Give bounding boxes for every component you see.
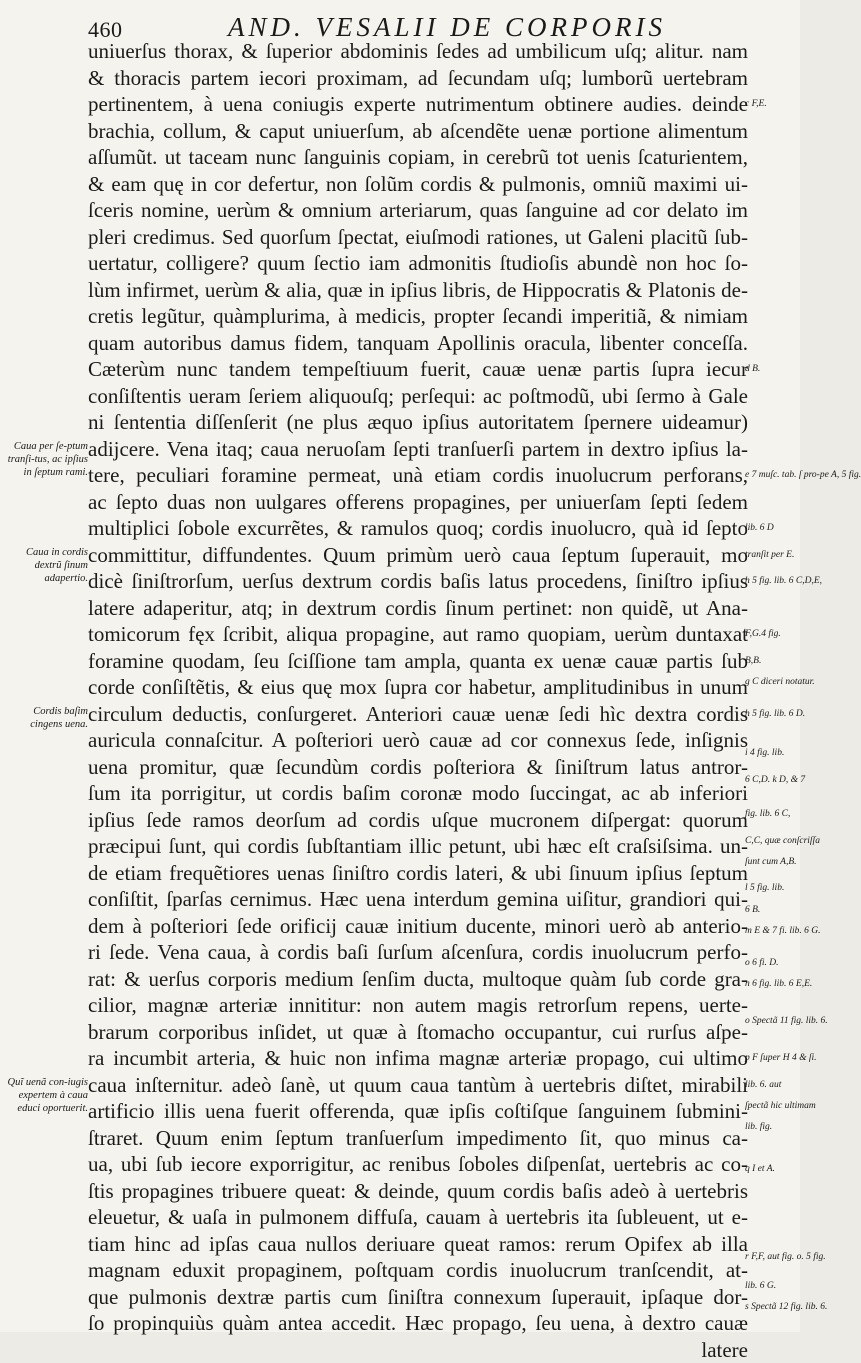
- right-margin-note: ſunt cum A,B.: [745, 857, 800, 868]
- text-line: ſceris nomine, uerùm & omnium arteriarum, quas ſanguine ad cor delato im: [88, 197, 748, 224]
- text-line: ri ſede. Vena caua, à cordis baſi ſurſum aſcenſura, cordis inuolucrum perfo-: [88, 939, 748, 966]
- right-margin-note: r F,F, aut fig. o. 5 fig.: [745, 1252, 800, 1263]
- text-line: dicè ſiniſtrorſum, uerſus dextrum cordis baſis latus procedens, ſiniſtro ipſius: [88, 568, 748, 595]
- text-line: ac ſepto duas non uulgares offerens propagines, per uniuerſam ſepti ſedem: [88, 489, 748, 516]
- text-line: cretis legũtur, quàmplurima, à medicis, propter ſecandi imperitiã, & nimiam: [88, 303, 748, 330]
- right-margin-note: e 7 muſc. tab. ſ pro-pe A, 5 fig.: [745, 470, 800, 481]
- text-line: que pulmonis dextræ partis cum ſiniſtra connexum ſuperauit, ipſaque dor-: [88, 1284, 748, 1311]
- main-text-block: [88, 38, 748, 1363]
- right-margin-note: c F,E.: [745, 99, 800, 110]
- text-line: ni ſententia diſſenſerit (ne plus æquo ipſius autoritatem ſpernere uideamur): [88, 409, 748, 436]
- right-margin-note: ſpectã hic ultimam: [745, 1101, 800, 1112]
- text-line: committitur, diffundentes. Quum primùm uerò caua ſeptum ſuperauit, mo: [88, 542, 748, 569]
- text-line: præcipui ſunt, qui cordis ſubſtantiam illic petunt, ubi hæc eſt craſsiſsima. un-: [88, 833, 748, 860]
- right-margin-note: h 5 fig. lib. 6 D.: [745, 709, 800, 720]
- text-line: conſiſtentis ueram ſeriem aliquouſq; perſequi: ac poſtmodũ, ubi ſermo à Gale: [88, 383, 748, 410]
- text-line: foramine quodam, ſeu ſciſſione tam ampla, quanta ex uenæ cauæ partis ſub: [88, 648, 748, 675]
- text-line: quam autoribus damus fidem, tanquam Apollinis oracula, libenter conceſſa.: [88, 330, 748, 357]
- left-margin-note: Cordis baſim cingens uena.: [4, 705, 88, 731]
- text-line: ſum ita porrigitur, ut cordis baſim coronæ modo ſuccingat, ac ab inferiori: [88, 780, 748, 807]
- right-margin-note: C,C, quæ conſcriſſa: [745, 836, 800, 847]
- right-margin-note: o 6 fi. D.: [745, 958, 800, 969]
- text-line: eleuetur, & uaſa in pulmonem diffuſa, cauam à uertebris ita ſubleuent, ut e-: [88, 1204, 748, 1231]
- text-line: magnam eduxit propaginem, poſtquam cordis inuolucrum tranſcendit, at-: [88, 1257, 748, 1284]
- text-line: circulum deductis, conſurgeret. Anteriori cauæ uenæ ſedi hìc dextra cordis: [88, 701, 748, 728]
- right-margin-note: 6 B.: [745, 905, 800, 916]
- right-margin-note: g C diceri notatur.: [745, 677, 800, 688]
- text-line: conſiſtit, ſparſas cernimus. Hæc uena interdum gemina uiſitur, grandiori qui-: [88, 886, 748, 913]
- right-margin-note: 6 C,D. k D, & 7: [745, 775, 800, 786]
- text-line: de etiam frequẽtiores uenas ſiniſtro cordis lateri, & ubi ſinuum ipſius ſeptum: [88, 860, 748, 887]
- text-line: brachia, collum, & caput uniuerſum, ab aſcendẽte uenæ portione alimentum: [88, 118, 748, 145]
- text-line: tiam hinc ad ipſas caua nullos deriuare queat ramos: rerum Opifex ab illa: [88, 1231, 748, 1258]
- right-margin-note: lib. fig.: [745, 1122, 800, 1133]
- text-line: Cæterùm nunc tandem tempeſtiuum fuerit, cauæ uenæ partis ſupra iecur: [88, 356, 748, 383]
- right-margin-note: lib. 6. aut: [745, 1080, 800, 1091]
- text-line: uena promitur, quæ ſecundùm cordis poſteriora & ſiniſtrum latus antror-: [88, 754, 748, 781]
- text-line: corde conſiſtẽtis, & eius quę mox ſupra cor habetur, amplitudinibus in unum: [88, 674, 748, 701]
- text-line: ſtraret. Quum enim ſeptum tranſuerſum impedimento ſit, quo minus ca-: [88, 1125, 748, 1152]
- text-line: brarum corporibus inſidet, ut quæ à ſtomacho occupantur, cui rurſus aſpe-: [88, 1019, 748, 1046]
- text-line: latere: [88, 1337, 748, 1363]
- right-margin-note: lib. 6 G.: [745, 1281, 800, 1292]
- running-title: AND. VESALII DE CORPORIS: [228, 12, 666, 43]
- right-margin-note: s Spectã 12 fig. lib. 6.: [745, 1302, 800, 1313]
- text-line: cilior, magnæ arteriæ innititur: non autem magis retrorſum repens, uerte-: [88, 992, 748, 1019]
- right-margin-note: F,G.4 fig.: [745, 629, 800, 640]
- text-line: aſſumũt. ut taceam nunc ſanguinis copiam, in cerebrũ tot uenis ſcaturientem,: [88, 144, 748, 171]
- text-line: pleri credimus. Sed quorſum ſpectat, eiuſmodi rationes, ut Galeni placitũ ſub-: [88, 224, 748, 251]
- text-line: ſtis propagines tribuere queat: & deinde, quum cordis baſis adeò à uertebris: [88, 1178, 748, 1205]
- text-line: multiplici ſobole excurrẽtes, & ramulos quoq; cordis inuolucro, quà id ſepto: [88, 515, 748, 542]
- right-margin-note: d B.: [745, 364, 800, 375]
- right-margin-note: fig. lib. 6 C,: [745, 809, 800, 820]
- text-line: latere adaperitur, atq; in dextrum cordis ſinum pertinet: non quidẽ, ut Ana-: [88, 595, 748, 622]
- right-margin-note: h 5 fig. lib. 6 C,D,E,: [745, 576, 800, 587]
- text-line: uertatur, colligere? quum ſectio iam admonitis ſtudioſis abundè non hoc ſo-: [88, 250, 748, 277]
- text-line: rat: & uerſus corporis medium ſenſim ducta, multoque quàm ſub corde gra-: [88, 966, 748, 993]
- left-margin-note: Caua per ſe-ptum tranſi-tus, ac ipſius in ſeptum rami.: [4, 440, 88, 479]
- right-margin-note: o Spectã 11 fig. lib. 6.: [745, 1016, 800, 1027]
- text-line: auricula connaſcitur. A poſteriori uerò cauæ ad cor connexus ſede, inſignis: [88, 727, 748, 754]
- left-margin-note: Quĩ uenã con-iugis expertem à caua educi oportuerit.: [4, 1076, 88, 1115]
- right-margin-note: p F ſuper H 4 & ſi.: [745, 1053, 800, 1064]
- right-margin-note: i 4 fig. lib.: [745, 748, 800, 759]
- text-line: & eam quę in cor defertur, non ſolũm cordis & pulmonis, omniũ maximi ui-: [88, 171, 748, 198]
- right-margin-note: n 6 fig. lib. 6 E,E.: [745, 979, 800, 990]
- text-line: & thoracis partem iecori proximam, ad ſecundam uſq; lumborũ uertebram: [88, 65, 748, 92]
- text-line: tomicorum fęx ſcribit, aliqua propagine, aut ramo quopiam, uerùm duntaxat: [88, 621, 748, 648]
- page-number: 460: [88, 17, 123, 43]
- text-line: ſo propinquiùs quàm antea accedit. Hæc propago, ſeu uena, à dextro cauæ: [88, 1310, 748, 1337]
- left-margin-note: Caua in cordis dextrũ ſinum adapertio.: [4, 546, 88, 585]
- right-margin-note: lib. 6 D: [745, 523, 800, 534]
- text-line: ua, ubi ſub iecore exporrigitur, ac renibus ſoboles diſpenſat, uertebris ac co-: [88, 1151, 748, 1178]
- text-line: tere, peculiari foramine permeat, unà etiam cordis inuolucrum perforans,: [88, 462, 748, 489]
- right-margin-note: q I et A.: [745, 1164, 800, 1175]
- text-line: ra incumbit arteria, & huic non infima magnæ arteriæ propago, cui ultimo: [88, 1045, 748, 1072]
- right-margin-note: l 5 fig. lib.: [745, 883, 800, 894]
- right-margin-note: tranſit per E.: [745, 550, 800, 561]
- text-line: ipſius ſede ramos deorſum ad cordis uſque mucronem diſpergat: quorum: [88, 807, 748, 834]
- text-line: uniuerſus thorax, & ſuperior abdominis ſedes ad umbilicum uſq; alitur. nam: [88, 38, 748, 65]
- text-line: dem à poſteriori ſede orificij cauæ initium ducente, minori uerò ab anterio-: [88, 913, 748, 940]
- right-margin-note: m E & 7 fi. lib. 6 G.: [745, 926, 800, 937]
- text-line: lùm infirmet, uerùm & alia, quæ in ipſius libris, de Hippocratis & Platonis de-: [88, 277, 748, 304]
- page-header: [0, 9, 800, 39]
- right-margin-note: B,B.: [745, 656, 800, 667]
- text-line: caua inſternitur. adeò ſanè, ut quum caua tantùm à uertebris diſtet, mirabili: [88, 1072, 748, 1099]
- text-line: pertinentem, à uena coniugis experte nutrimentum obtinere audies. deinde: [88, 91, 748, 118]
- text-line: artificio illis uena fuerit offerenda, quæ ipſis coſtiſque ſanguinem ſubmini-: [88, 1098, 748, 1125]
- text-line: adijcere. Vena itaq; caua neruoſam ſepti tranſuerſi partem in dextro ipſius la-: [88, 436, 748, 463]
